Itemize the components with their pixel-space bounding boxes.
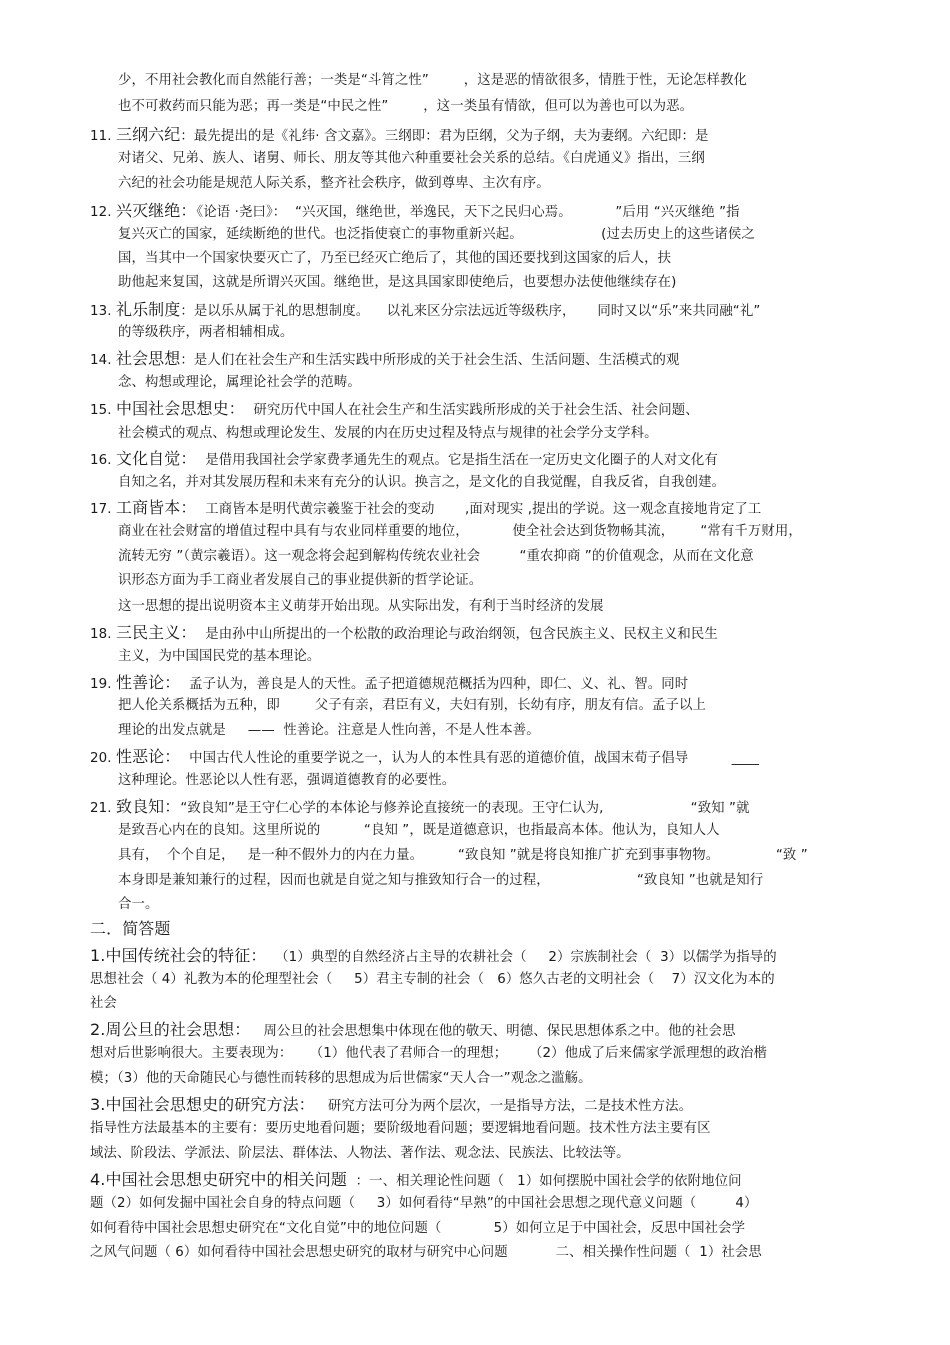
answer-entry-1: 1.中国传统社会的特征： （1）典型的自然经济占主导的农耕社会（ 2）宗族制社会（ 3）以儒学为指导的 xyxy=(90,946,777,965)
text-line: 这一思想的提出说明资本主义萌芽开始出现。从实际出发，有利于当时经济的发展 xyxy=(118,599,604,614)
text-line: 复兴灭亡的国家，延续断绝的世代。也泛指使衰亡的事物重新兴起。 (过去历史上的这些诸侯之 xyxy=(118,227,755,242)
term-heading: 三民主义： xyxy=(115,623,197,642)
question-heading: 4.中国社会思想史研究中的相关问题 xyxy=(90,1170,347,1189)
text-line: 是致吾心内在的良知。这里所说的 “良知 ”，既是道德意识，也指最高本体。他认为，良知人人 xyxy=(118,823,720,838)
text-line: 念、构想或理论，属理论社会学的范畴。 xyxy=(118,375,361,390)
text-line: 题（2）如何发掘中国社会自身的特点问题（ 3）如何看待“早熟”的中国社会思想之现代意义问题（ 4） xyxy=(90,1196,758,1211)
text-line: 流转无穷 ”（黄宗羲语）。这一观念将会起到解构传统农业社会 “重农抑商 ”的价值观念，从而在文化意 xyxy=(118,549,754,564)
item-number: 12. xyxy=(90,205,112,220)
text-line: 对诸父、兄弟、族人、诸舅、师长、朋友等其他六种重要社会关系的总结。《白虎通义》指出，三纲 xyxy=(118,151,705,166)
term-entry-20: 20. 性恶论： 中国古代人性论的重要学说之一，认为人的本性具有恶的道德价值，战国末荀子倡导 ____ xyxy=(90,747,759,766)
term-heading: 工商皆本： xyxy=(115,498,197,517)
term-heading: 三纲六纪 xyxy=(115,125,181,144)
item-number: 16. xyxy=(90,453,112,468)
item-number: 15. xyxy=(90,403,112,418)
term-entry-13: 13. 礼乐制度：是以乐从属于礼的思想制度。 以礼来区分宗法远近等级秩序， 同时又以“乐”来共同融“礼” xyxy=(90,300,761,319)
text-line: 社会模式的观点、构想或理论发生、发展的内在历史过程及特点与规律的社会学分支学科。 xyxy=(118,426,658,441)
question-heading: 3.中国社会思想史的研究方法： xyxy=(90,1095,315,1114)
term-heading: 兴灭继绝： xyxy=(115,201,197,220)
term-entry-18: 18. 三民主义： 是由孙中山所提出的一个松散的政治理论与政治纲领，包含民族主义、民权主义和民生 xyxy=(90,623,718,642)
item-number: 13. xyxy=(90,304,112,319)
text-line: 思想社会（ 4）礼教为本的伦理型社会（ 5）君主专制的社会（ 6）悠久古老的文明社会（ 7）汉文化为本的 xyxy=(90,972,775,987)
text-line: 模；（3）他的天命随民心与德性而转移的思想成为后世儒家“天人合一”观念之滥觞。 xyxy=(90,1071,592,1086)
text-line: 也不可救药而只能为恶；再一类是“中民之性” ，这一类虽有情欲，但可以为善也可以为恶。 xyxy=(118,99,694,114)
question-heading: 1.中国传统社会的特征： xyxy=(90,946,267,965)
answer-entry-2: 2.周公旦的社会思想： 周公旦的社会思想集中体现在他的敬天、明德、保民思想体系之中。他的社会思 xyxy=(90,1020,736,1039)
term-heading: 中国社会思想史： xyxy=(115,399,245,418)
item-number: 11. xyxy=(90,129,112,144)
text-line: 识形态方面为手工商业者发展自己的事业提供新的哲学论证。 xyxy=(118,573,483,588)
item-number: 20. xyxy=(90,751,112,766)
text-line: 指导性方法最基本的主要有：要历史地看问题；要阶级地看问题；要逻辑地看问题。技术性方法主要有区 xyxy=(90,1121,711,1136)
term-heading: 致良知： xyxy=(115,797,181,816)
text-line: 社会 xyxy=(90,996,117,1011)
text-line: 理论的出发点就是 —— 性善论。注意是人性向善，不是人性本善。 xyxy=(118,723,540,738)
section-heading: 二．简答题 xyxy=(90,919,171,938)
text-line: 国，当其中一个国家快要灭亡了，乃至已经灭亡绝后了，其他的国还要找到这国家的后人，扶 xyxy=(118,251,672,266)
text-line: 的等级秩序，两者相辅相成。 xyxy=(118,325,294,340)
term-heading: 文化自觉： xyxy=(115,449,197,468)
text-line: 域法、阶段法、学派法、阶层法、群体法、人物法、著作法、观念法、民族法、比较法等。 xyxy=(90,1146,630,1161)
item-number: 19. xyxy=(90,677,112,692)
answer-entry-4: 4.中国社会思想史研究中的相关问题 ：一、相关理论性问题（ 1）如何摆脱中国社会学的依附地位问 xyxy=(90,1170,742,1189)
text-line: 之风气问题（ 6）如何看待中国社会思想史研究的取材与研究中心问题 二、相关操作性问题（ 1）社会思 xyxy=(90,1245,762,1260)
answer-entry-3: 3.中国社会思想史的研究方法： 研究方法可分为两个层次，一是指导方法，二是技术性方法。 xyxy=(90,1095,693,1114)
text-line: 少，不用社会教化而自然能行善；一类是“斗筲之性” ，这是恶的情欲很多，情胜于性，无论怎样教化 xyxy=(118,73,748,88)
text-line: 商业在社会财富的增值过程中具有与农业同样重要的地位， 使全社会达到货物畅其流， “常有千万财用， xyxy=(118,524,802,539)
text-line: 这种理论。性恶论以人性有恶，强调道德教育的必要性。 xyxy=(118,773,456,788)
text-line: 合一。 xyxy=(118,897,159,912)
term-entry-14: 14. 社会思想：是人们在社会生产和生活实践中所形成的关于社会生活、生活问题、生活模式的观 xyxy=(90,349,680,368)
item-number: 14. xyxy=(90,353,112,368)
term-heading: 礼乐制度 xyxy=(115,300,181,319)
text-line: 六纪的社会功能是规范人际关系，整齐社会秩序，做到尊卑、主次有序。 xyxy=(118,176,550,191)
item-number: 18. xyxy=(90,627,112,642)
text-line: 把人伦关系概括为五种，即 父子有亲，君臣有义，夫妇有别，长幼有序，朋友有信。孟子以上 xyxy=(118,698,706,713)
term-heading: 社会思想 xyxy=(115,349,181,368)
text-line: 本身即是兼知兼行的过程，因而也就是自觉之知与推致知行合一的过程， “致良知 ”也就是知行 xyxy=(118,873,764,888)
text-line: 想对后世影响很大。主要表现为： （1）他代表了君师合一的理想； （2）他成了后来儒家学派理想的政治楷 xyxy=(90,1046,768,1061)
text-line: 主义，为中国国民党的基本理论。 xyxy=(118,649,321,664)
text-line: 如何看待中国社会思想史研究在“文化自觉”中的地位问题（ 5）如何立足于中国社会，反思中国社会学 xyxy=(90,1221,746,1236)
text-line: 自知之名，并对其发展历程和未来有充分的认识。换言之，是文化的自我觉醒，自我反省，自我创建。 xyxy=(118,475,726,490)
term-entry-11: 11. 三纲六纪：最先提出的是《礼纬· 含文嘉》。三纲即：君为臣纲，父为子纲，夫为妻纲。六纪即：是 xyxy=(90,125,709,144)
term-entry-19: 19. 性善论： 孟子认为，善良是人的天性。孟子把道德规范概括为四种，即仁、义、礼、智。同时 xyxy=(90,673,689,692)
item-number: 21. xyxy=(90,801,112,816)
text-line: 助他起来复国，这就是所谓兴灭国。继绝世，是这具国家即使绝后，也要想办法使他继续存在) xyxy=(118,275,677,290)
term-entry-21: 21. 致良知：“致良知”是王守仁心学的本体论与修养论直接统一的表现。王守仁认为, “致知 ”就 xyxy=(90,797,750,816)
term-heading: 性恶论： xyxy=(115,747,181,766)
term-entry-12: 12. 兴灭继绝：《论语 ·尧曰》： “兴灭国，继绝世，举逸民，天下之民归心焉。 ”后用 “兴灭继绝 ”指 xyxy=(90,201,740,220)
text-line: 具有， 个个自足， 是一种不假外力的内在力量。 “致良知 ”就是将良知推广扩充到事事物物。 “致 ” xyxy=(118,848,808,863)
term-heading: 性善论： xyxy=(115,673,181,692)
term-entry-17: 17. 工商皆本： 工商皆本是明代黄宗羲鉴于社会的变动 ,面对现实 ,提出的学说。这一观念直接地肯定了工 xyxy=(90,498,762,517)
term-entry-16: 16. 文化自觉： 是借用我国社会学家费孝通先生的观点。它是指生活在一定历史文化圈子的人对文化有 xyxy=(90,449,718,468)
item-number: 17. xyxy=(90,502,112,517)
term-entry-15: 15. 中国社会思想史： 研究历代中国人在社会生产和生活实践所形成的关于社会生活、社会问题、 xyxy=(90,399,699,418)
question-heading: 2.周公旦的社会思想： xyxy=(90,1020,251,1039)
